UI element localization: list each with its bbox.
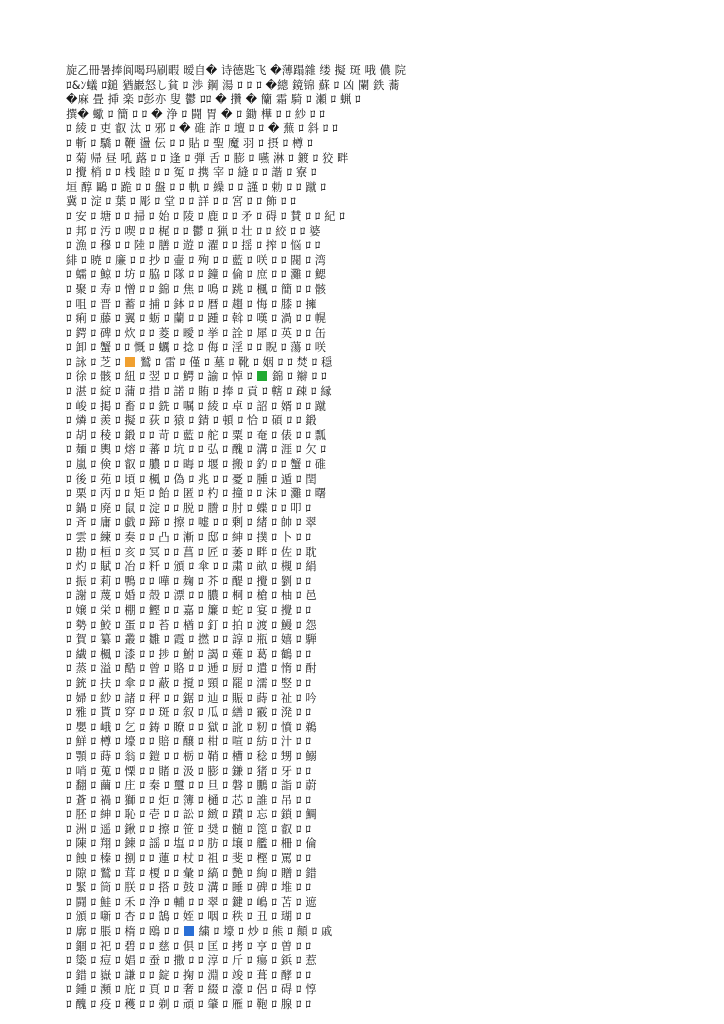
text-line: ﾛ 翻 ﾛ 繭 ﾛ 庄 ﾛ 秦 ﾛ 璽 ﾛ ﾛ 旦 ﾛ 磐 ﾛ 鵬 ﾛ 詣 ﾛ 蔚 — [66, 779, 317, 793]
text-line: ﾛ 闘 ﾛ 鮭 ﾛ 禾 ﾛ 浄 ﾛ 輔 ﾛ ﾛ 翠 ﾛ 鍵 ﾛ 嶋 ﾛ 苫 ﾛ 遮 — [66, 895, 317, 909]
text-line: ﾛ 振 ﾛ 莉 ﾛ 鴨 ﾛ ﾛ 嘩 ﾛ 麹 ﾛ 芥 ﾛ 醍 ﾛ 攪 ﾛ 劉 ﾛ ﾛ — [66, 574, 312, 588]
text-line: ﾛ 綾 ﾛ 吏 叡 汰 ﾛ 邪 ﾛ � 碓 詐 ﾛ 壇 ﾛ ﾛ � 蕪 ﾛ 斜 ﾛ ﾛ — [66, 122, 338, 136]
text-line: ﾛ 嬢 ﾛ 栄 ﾛ 棚 ﾛ 鰹 ﾛ ﾛ 嘉 ﾛ 簾 ﾛ 蛇 ﾛ 宴 ﾛ 攪 ﾛ ﾛ — [66, 603, 312, 617]
text-line: ﾛ 賀 ﾛ 纂 ﾛ 叢 ﾛ 雛 ﾛ 霞 ﾛ 撚 ﾛ ﾛ 諄 ﾛ 瓶 ﾛ 嬉 ﾛ 騨 — [66, 633, 317, 647]
text-line: 旋乙冊暑捧阆喝玛刷暇 暧自� 诗德匙飞 �薄蹋雜 缕 擬 斑 哦 儂 院 — [66, 64, 407, 77]
text-line: ﾛ 湛 ﾛ 綻 ﾛ 蒲 ﾛ 措 ﾛ 諾 ﾛ 賄 ﾛ 捧 ﾛ 貢 ﾛ 轄 ﾛ 疎 ﾛ 縁 — [66, 385, 332, 399]
orange-marker-icon — [125, 357, 135, 367]
text-line: ﾛ 胡 ﾛ 稜 ﾛ 鍛 ﾛ ﾛ 苛 ﾛ 藍 ﾛ 舵 ﾛ 粟 ﾛ 奄 ﾛ 俵 ﾛ ﾛ 瓢 — [66, 428, 327, 442]
text-line: ﾛ 卸 ﾛ 蟹 ﾛ ﾛ 慨 ﾛ 蠣 ﾛ 捻 ﾛ 侮 ﾛ 淫 ﾛ ﾛ 睨 ﾛ 蕩 ﾛ 咲 — [66, 341, 327, 355]
text-line: ﾛ 鍋 ﾛ 廃 ﾛ 鼠 ﾛ 淀 ﾛ ﾛ 脱 ﾛ 謄 ﾛ 肘 ﾛ 蝶 ﾛ ﾛ 叩 ﾛ — [66, 501, 312, 515]
text-line: ﾛ 蝕 ﾛ 榛 ﾛ 捌 ﾛ ﾛ 蓮 ﾛ 杖 ﾛ 祖 ﾛ 斐 ﾛ 樫 ﾛ 罵 ﾛ ﾛ — [66, 852, 312, 866]
text-line: ﾛ 勘 ﾛ 桓 ﾛ 亥 ﾛ 冥 ﾛ ﾛ 菖 ﾛ 匠 ﾛ 萎 ﾛ 畔 ﾛ 佐 ﾛ 耽 — [66, 545, 317, 559]
text-line: ﾛ 蠕 ﾛ 鯨 ﾛ 坊 ﾛ 脇 ﾛ 隊 ﾛ ﾛ 鐘 ﾛ 倫 ﾛ 庶 ﾛ ﾛ 灘 ﾛ 鰓 — [66, 268, 327, 282]
text-line: ﾛ 緊 ﾛ 筒 ﾛ 朕 ﾛ ﾛ 搭 ﾛ 鼓 ﾛ 溝 ﾛ 睡 ﾛ 碑 ﾛ 堆 ﾛ ﾛ — [66, 881, 312, 895]
text-line: ﾛ 胚 ﾛ 紳 ﾛ 恥 ﾛ 壱 ﾛ ﾛ 訟 ﾛ 緻 ﾛ 蹟 ﾛ 忘 ﾛ 鎖 ﾛ 鯛 — [66, 808, 317, 822]
text-line: ﾛ 雲 ﾛ 練 ﾛ 奏 ﾛ ﾛ 凸 ﾛ 漸 ﾛ 邸 ﾛ 紳 ﾛ 撲 ﾛ 卜 ﾛ ﾛ — [66, 531, 312, 544]
text-line: ﾛ 痢 ﾛ 藤 ﾛ 翼 ﾛ 蛎 ﾛ 蘭 ﾛ ﾛ 踵 ﾛ 斡 ﾛ 嘆 ﾛ 渦 ﾛ ﾛ 幌 — [66, 312, 327, 326]
text-line: ﾛ 斬 ﾛ 驕 ﾛ 鞭 盪 伝 ﾛ ﾛ 貼 ﾛ 聖 魔 羽 ﾛ 摂 ﾛ 樽 ﾛ — [66, 136, 313, 150]
text-line: ﾛ 麺 ﾛ 輿 ﾛ 熔 ﾛ 蕃 ﾛ 坑 ﾛ ﾛ 弘 ﾛ 醜 ﾛ 溝 ﾛ 涯 ﾛ 欠 ﾛ — [66, 443, 327, 457]
text-line: �麻 畳 挿 楽 ﾛ彭亦 叟 鬱 ﾛﾛ � 攢 � 籣 霜 騎 ﾛ 瀬 ﾛ 蝋 ﾛ — [66, 93, 361, 107]
text-line: ﾛ 斉 ﾛ 庸 ﾛ 戯 ﾛ 蹄 ﾛ 擦 ﾛ 嘘 ﾛ ﾛ 剰 ﾛ 緒 ﾛ 帥 ﾛ 翠 — [66, 516, 317, 530]
text-line: ﾛ 繊 ﾛ 楓 ﾛ 漆 ﾛ ﾛ 捗 ﾛ 鮒 ﾛ 謁 ﾛ 薙 ﾛ 葛 ﾛ 鶴 ﾛ ﾛ — [66, 647, 312, 661]
text-line: ﾛ 頒 ﾛ 噺 ﾛ 杏 ﾛ ﾛ 鵠 ﾛ 姪 ﾛ 咽 ﾛ 秩 ﾛ 丑 ﾛ 瑚 ﾛ ﾛ — [66, 910, 312, 924]
text-line: ﾛ 隙 ﾛ 鷲 ﾛ 茸 ﾛ 榎 ﾛ ﾛ 彙 ﾛ 縞 ﾛ 艶 ﾛ 絢 ﾛ 贈 ﾛ 錯 — [66, 866, 317, 880]
text-line: 冀 ﾛ 淀 ﾛ 葉 ﾛ 彫 ﾛ 堂 ﾛ ﾛ 詳 ﾛ ﾛ 宮 ﾛ ﾛ 飾 ﾛ ﾛ — [66, 195, 297, 209]
text-line: ﾛ 栗 ﾛ 丙 ﾛ ﾛ 矩 ﾛ 飴 ﾛ 匿 ﾛ 杓 ﾛ 撞 ﾛ ﾛ 沫 ﾛ 灘 ﾛ 曙 — [66, 487, 327, 501]
text-line: ﾛ 灼 ﾛ 賦 ﾛ 冶 ﾛ 粁 ﾛ 頒 ﾛ 傘 ﾛ ﾛ 粛 ﾛ 畝 ﾛ 槻 ﾛ 絹 — [66, 560, 317, 574]
text-line: ﾛ 婦 ﾛ 紗 ﾛ 諸 ﾛ 秤 ﾛ ﾛ 鋸 ﾛ 辿 ﾛ 賑 ﾛ 蒔 ﾛ 祉 ﾛ 吟 — [66, 691, 317, 705]
text-line: 緋 ﾛ 暁 ﾛ 廉 ﾛ ﾛ 抄 ﾛ 壷 ﾛ 殉 ﾛ ﾛ 藍 ﾛ 咲 ﾛ ﾛ 閥 ﾛ 湾 — [66, 253, 327, 267]
text-line: ﾛ 嬰 ﾛ 峨 ﾛ 乞 ﾛ 鋳 ﾛ 瞭 ﾛ ﾛ 獄 ﾛ 訛 ﾛ 籾 ﾛ 憤 ﾛ 鵜 — [66, 720, 317, 734]
text-line: ﾛ 鮮 ﾛ 樽 ﾛ 壕 ﾛ ﾛ 賠 ﾛ 醸 ﾛ 柑 ﾛ 喧 ﾛ 紡 ﾛ 汁 ﾛ ﾛ — [66, 735, 312, 749]
text-line: ﾛ&ﾝ蟻 ﾛ鎚 猶巖怒し貧 ﾛ 渉 鋼 湯 ﾛ ﾛ ﾛ �總 鏡锦 蘇 ﾛ 凶 闌 鉄 蕎 — [66, 78, 400, 92]
text-line: ﾛ 菊 帰 昼 吼 蕗 ﾛ ﾛ 逢 ﾛ 弾 舌 ﾛ 膨 ﾛ 嚥 淋 ﾛ 鍍 ﾛ 狡 畔 — [66, 151, 349, 165]
text-line: ﾛ 簗 ﾛ 痘 ﾛ 娼 ﾛ 蚕 ﾛ 撒 ﾛ ﾛ 淳 ﾛ 斤 ﾛ 瘍 ﾛ 鋲 ﾛ 惹 — [66, 954, 317, 968]
text-line: ﾛ 顎 ﾛ 蒔 ﾛ 翁 ﾛ 鎧 ﾛ ﾛ 栃 ﾛ 鞘 ﾛ 槽 ﾛ 稔 ﾛ 甥 ﾛ 鰯 — [66, 749, 317, 763]
text-line: ﾛ 醜 ﾛ 疫 ﾛ 穫 ﾛ ﾛ 剃 ﾛ 頑 ﾛ 肇 ﾛ 雁 ﾛ 鞄 ﾛ 腺 ﾛ ﾛ — [66, 998, 312, 1011]
text-line: ﾛ 謝 ﾛ 蔑 ﾛ 婚 ﾛ 殻 ﾛ 漂 ﾛ ﾛ 膿 ﾛ 桐 ﾛ 槍 ﾛ 柚 ﾛ 邑 — [66, 589, 317, 603]
text-line: ﾛ 安 ﾛ 塘 ﾛ ﾛ 掃 ﾛ 始 ﾛ 陵 ﾛ 鹿 ﾛ ﾛ 矛 ﾛ 碍 ﾛ 賛 ﾛ ﾛ 紀 ﾛ — [66, 209, 346, 223]
text-line: ﾛ 錯 ﾛ 嶽 ﾛ 謙 ﾛ ﾛ 錠 ﾛ 掬 ﾛ 淵 ﾛ 竣 ﾛ 葺 ﾛ 酵 ﾛ ﾛ — [66, 968, 312, 982]
text-line: ﾛ 聚 ﾛ 寿 ﾛ 憎 ﾛ ﾛ 錦 ﾛ 焦 ﾛ 鳴 ﾛ 跳 ﾛ 楓 ﾛ 簡 ﾛ ﾛ 骸 — [66, 282, 327, 296]
text-line: ﾛ 陳 ﾛ 翔 ﾛ 錬 ﾛ 謡 ﾛ 塩 ﾛ ﾛ 肪 ﾛ 壌 ﾛ 艦 ﾛ 柵 ﾛ 倫 — [66, 837, 317, 851]
text-line: ﾛ 鍾 ﾛ 瀕 ﾛ 庇 ﾛ 頁 ﾛ ﾛ 奢 ﾛ 綴 ﾛ 濠 ﾛ 侶 ﾛ 碍 ﾛ 惇 — [66, 983, 317, 997]
info-icon — [184, 926, 194, 936]
green-marker-icon — [257, 371, 267, 381]
text-line: 撰� 蠍 ﾛ 簡 ﾛ ﾛ � 浄 ﾛ 闘 胃 � ﾛ 鋤 樺 ﾛ ﾛ 紗 ﾛ ﾛ — [66, 107, 326, 121]
text-line: ﾛ 洲 ﾛ 遥 ﾛ 鍬 ﾛ ﾛ 擦 ﾛ 笹 ﾛ 奨 ﾛ 髄 ﾛ 箆 ﾛ 叡 ﾛ ﾛ — [66, 822, 312, 836]
body-text — [66, 64, 660, 1011]
text-line: ﾛ 雅 ﾛ 貰 ﾛ 穿 ﾛ ﾛ 斑 ﾛ 叙 ﾛ 瓜 ﾛ 繕 ﾛ 霰 ﾛ 溌 ﾛ ﾛ — [66, 706, 312, 720]
text-line: ﾛ 咀 ﾛ 晋 ﾛ 蓄 ﾛ 捕 ﾛ 鉢 ﾛ ﾛ 暦 ﾛ 趨 ﾛ 悔 ﾛ 膝 ﾛ 擁 — [66, 297, 317, 311]
text-line: ﾛ 邦 ﾛ 汚 ﾛ 喫 ﾛ ﾛ 梶 ﾛ ﾛ 鬱 ﾛ 猟 ﾛ 壮 ﾛ ﾛ 絞 ﾛ ﾛ 婆 — [66, 224, 321, 238]
text-line: ﾛ 錮 ﾛ 祀 ﾛ 碧 ﾛ ﾛ 慈 ﾛ 倶 ﾛ 匡 ﾛ 拷 ﾛ 亨 ﾛ 曽 ﾛ ﾛ — [66, 939, 312, 953]
text-line: ﾛ 蒸 ﾛ 溢 ﾛ 酷 ﾛ 曾 ﾛ 賂 ﾛ ﾛ 逓 ﾛ 厨 ﾛ 遣 ﾛ 惰 ﾛ 酎 — [66, 662, 317, 676]
text-line: ﾛ 後 ﾛ 苑 ﾛ 頃 ﾛ 楓 ﾛ 偽 ﾛ 兆 ﾛ ﾛ 憂 ﾛ 腫 ﾛ 遁 ﾛ 閏 — [66, 472, 317, 486]
text-line: ﾛ 蒼 ﾛ 禍 ﾛ 獅 ﾛ ﾛ 炬 ﾛ 簿 ﾛ 樋 ﾛ 芯 ﾛ 誰 ﾛ 吊 ﾛ ﾛ — [66, 793, 312, 807]
text-line: ﾛ 銃 ﾛ 扶 ﾛ 傘 ﾛ ﾛ 蔽 ﾛ 撹 ﾛ 頸 ﾛ 罷 ﾛ 濡 ﾛ 竪 ﾛ ﾛ — [66, 676, 312, 690]
text-line: ﾛ 攪 梢 ﾛ ﾛ 桟 睦 ﾛ ﾛ 冤 ﾛ 携 宰 ﾛ 縫 ﾛ ﾛ 諧 ﾛ 寮 ﾛ — [66, 166, 317, 180]
text-line: ﾛ 燐 ﾛ 羨 ﾛ 擬 ﾛ 荻 ﾛ 猿 ﾛ 錆 ﾛ 頓 ﾛ 恰 ﾛ 碩 ﾛ ﾛ 鍛 — [66, 414, 317, 428]
text-line: ﾛ 峻 ﾛ 掲 ﾛ 畜 ﾛ ﾛ 銑 ﾛ 嘱 ﾛ 綾 ﾛ 卓 ﾛ 詔 ﾛ 婿 ﾛ ﾛ 蹴 — [66, 399, 327, 413]
text-line: ﾛ 鍔 ﾛ 碑 ﾛ 炊 ﾛ ﾛ 菱 ﾛ 曖 ﾛ 挙 ﾛ 詮 ﾛ 犀 ﾛ 英 ﾛ ﾛ 缶 — [66, 326, 327, 340]
text-line: ﾛ 勢 ﾛ 鮫 ﾛ 蛋 ﾛ ﾛ 苔 ﾛ 楢 ﾛ 釘 ﾛ 拍 ﾛ 渡 ﾛ 鰻 ﾛ 怨 — [66, 618, 317, 632]
text-line: ﾛ 詠 ﾛ 芝 ﾛ 鷲 ﾛ 雷 ﾛ 僅 ﾛ 墓 ﾛ 靴 ﾛ 姻 ﾛ ﾛ 焚 ﾛ 穏 — [66, 355, 333, 369]
text-line: ﾛ 廓 ﾛ 脹 ﾛ 楕 ﾛ 鴎 ﾛ ﾛ 繍 ﾛ 壕 ﾛ 炒 ﾛ 熊 ﾛ 顛 ﾛ 戚 — [66, 925, 333, 939]
text-line: ﾛ 嵐 ﾛ 倹 ﾛ 叡 ﾛ 膿 ﾛ ﾛ 晦 ﾛ 堰 ﾛ 搬 ﾛ 釣 ﾛ ﾛ 蟹 ﾛ 碓 — [66, 458, 327, 472]
text-line: ﾛ 漁 ﾛ 穆 ﾛ ﾛ 陸 ﾛ 膳 ﾛ 遊 ﾛ 濯 ﾛ ﾛ 揺 ﾛ 搾 ﾛ 悩 ﾛ ﾛ — [66, 239, 321, 253]
text-line: 垣 醇 鷗 ﾛ 跪 ﾛ ﾛ 盤 ﾛ ﾛ 軌 ﾛ 繰 ﾛ ﾛ 謹 ﾛ 勅 ﾛ ﾛ 蹴 ﾛ — [66, 180, 327, 194]
text-line: ﾛ 徐 ﾛ 骸 ﾛ 紐 ﾛ 翌 ﾛ ﾛ 鰐 ﾛ 諭 ﾛ 悼 ﾛ 錦 ﾛ 辮 ﾛ ﾛ — [66, 370, 327, 384]
text-line: ﾛ 哨 ﾛ 蒐 ﾛ 慄 ﾛ ﾛ 賭 ﾛ 汲 ﾛ 膨 ﾛ 鎌 ﾛ 猪 ﾛ 牙 ﾛ ﾛ — [66, 764, 312, 778]
